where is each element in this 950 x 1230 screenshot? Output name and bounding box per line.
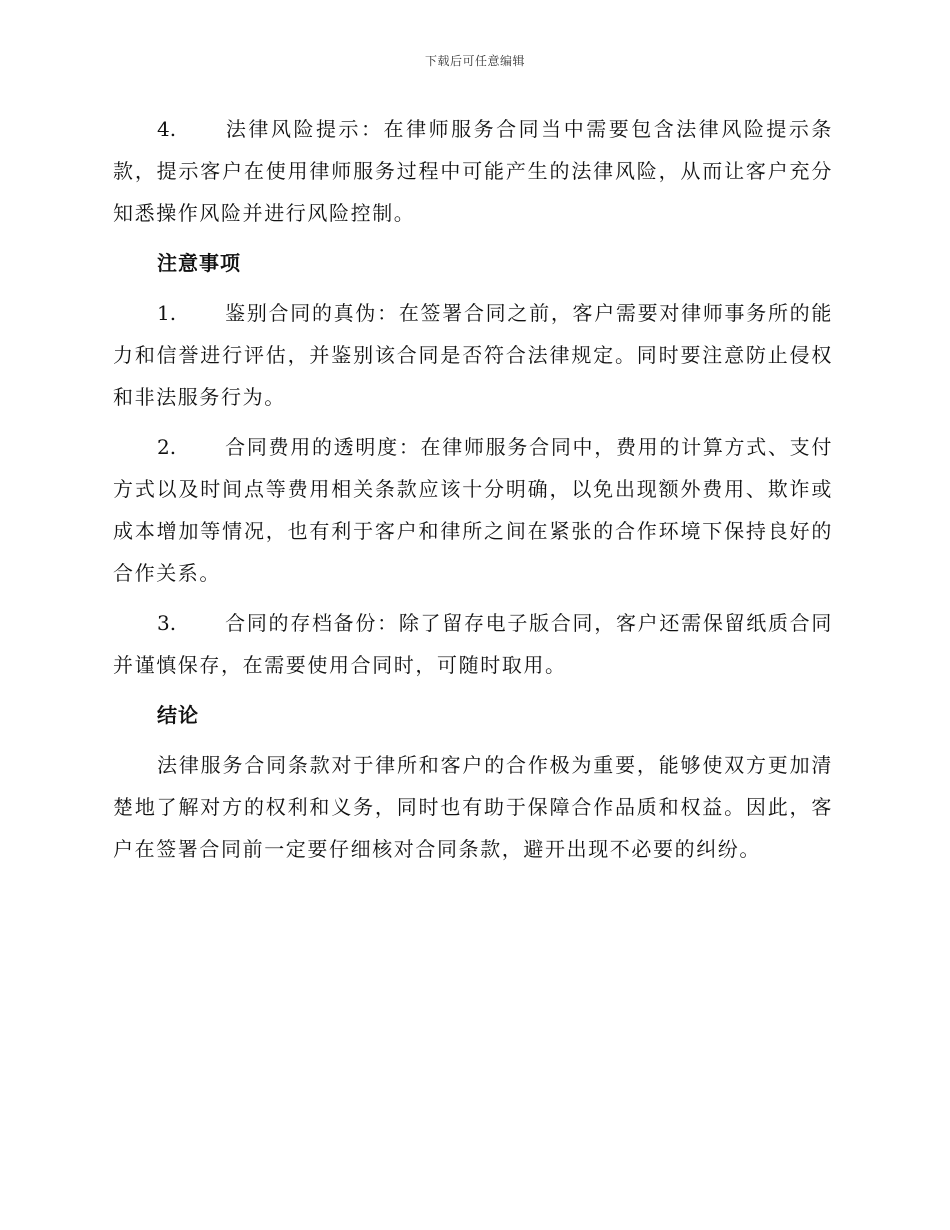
list-text: 法律风险提示：在律师服务合同当中需要包含法律风险提示条款，提示客户在使用律师服务过程中可能产生的法律风险，从而让客户充分知悉操作风险并进行风险控制。 [113,117,833,225]
section-heading-notes: 注意事项 [157,251,241,275]
page-header: 下载后可任意编辑 [424,54,525,68]
list-text: 合同的存档备份：除了留存电子版合同，客户还需保留纸质合同并谨慎保存，在需要使用合同时，可随时取用。 [113,611,833,677]
list-text: 鉴别合同的真伪：在签署合同之前，客户需要对律师事务所的能力和信誉进行评估，并鉴别该合同是否符合法律规定。同时要注意防止侵权和非法服务行为。 [113,301,833,409]
list-number: 1. [157,301,177,325]
document-body [113,108,833,878]
section-heading-conclusion: 结论 [157,703,199,727]
conclusion-paragraph: 法律服务合同条款对于律所和客户的合作极为重要，能够使双方更加清楚地了解对方的权利和义务，同时也有助于保障合作品质和权益。因此，客户在签署合同前一定要仔细核对合同条款，避开出现不必要的纠纷。 [113,753,833,861]
list-item-note-1 [113,292,833,418]
list-number: 2. [157,435,177,459]
list-item-risk-notice [113,108,833,234]
list-item-note-3 [113,602,833,686]
list-number: 3. [157,611,177,635]
list-number: 4. [157,117,177,141]
list-text: 合同费用的透明度：在律师服务合同中，费用的计算方式、支付方式以及时间点等费用相关条款应该十分明确，以免出现额外费用、欺诈或成本增加等情况，也有利于客户和律所之间在紧张的合作环境下保持良好的合作关系。 [113,435,833,585]
list-item-note-2 [113,426,833,594]
